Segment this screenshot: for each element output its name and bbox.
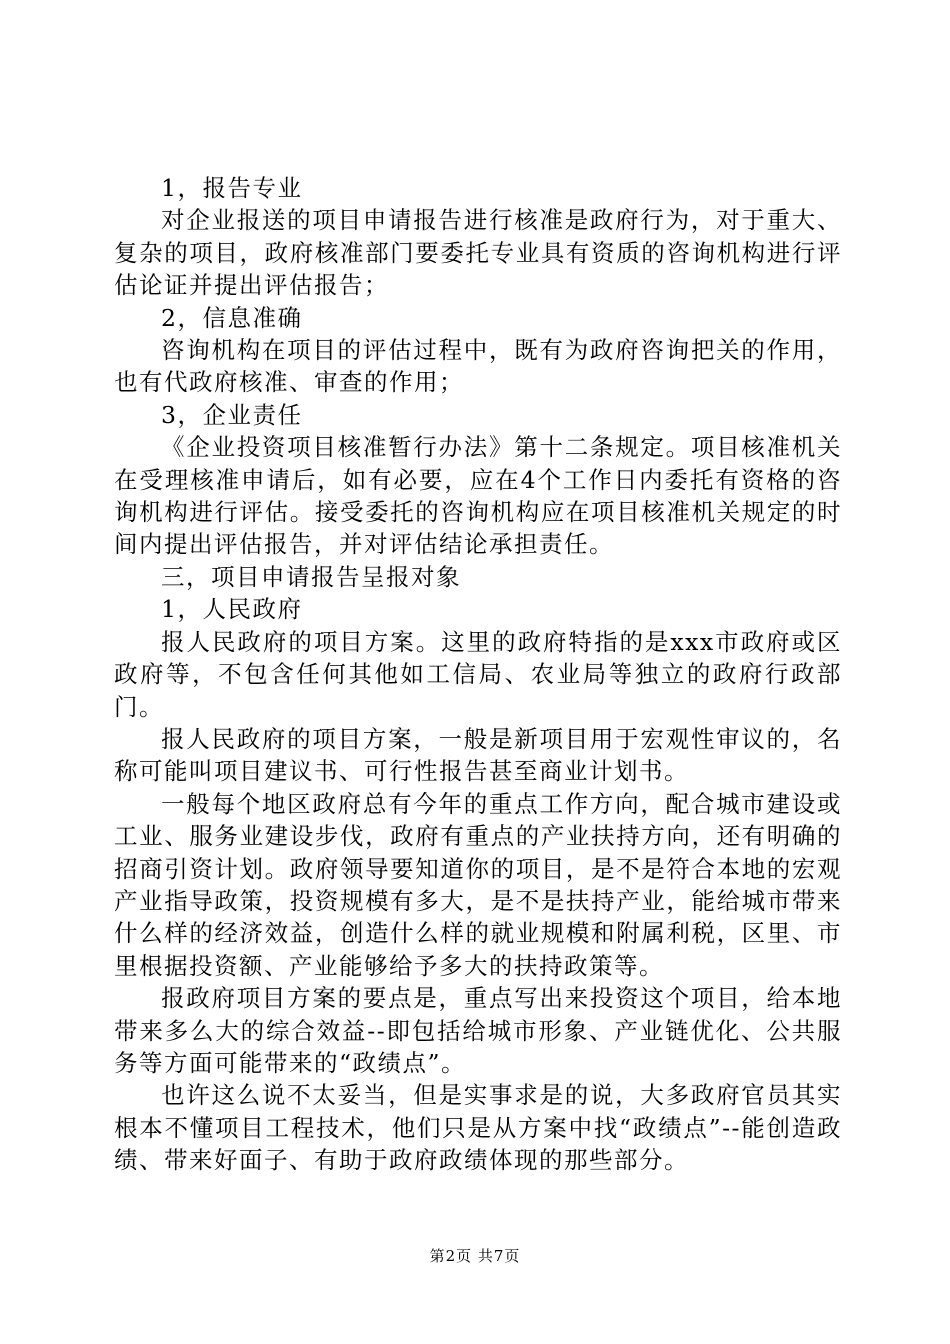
heading-report-professional: 1，报告专业 [161, 174, 303, 202]
paragraph-government-scope: 报人民政府的项目方案。这里的政府特指的是xxx市政府或区政府等，不包含任何其他如工信局、农业局等独立的政府行政部门。 [114, 627, 842, 721]
paragraph-key-points: 报政府项目方案的要点是，重点写出来投资这个项目，给本地带来多么大的综合效益--即包括给城市形象、产业链优化、公共服务等方面可能带来的“政绩点”。 [114, 984, 842, 1077]
paragraph-plan-naming: 报人民政府的项目方案，一般是新项目用于宏观性审议的，名称可能叫项目建议书、可行性报告甚至商业计划书。 [114, 724, 842, 786]
document-body [114, 172, 842, 1177]
heading-info-accurate: 2，信息准确 [161, 303, 303, 332]
heading-submission-targets: 三，项目申请报告呈报对象 [161, 562, 461, 591]
paragraph-officials-view: 也许这么说不太妥当，但是实事求是的说，大多政府官员其实根本不懂项目工程技术，他们只是从方案中找“政绩点”--能创造政绩、带来好面子、有助于政府政绩体现的那些部分。 [114, 1081, 842, 1175]
paragraph-enterprise-responsibility: 《企业投资项目核准暂行办法》第十二条规定。项目核准机关在受理核准申请后，如有必要，应在4个工作日内委托有资格的咨询机构进行评估。接受委托的咨询机构应在项目核准机关规定的时间内提出评估报告，并对评估结论承担责任。 [114, 433, 842, 559]
heading-peoples-government: 1，人民政府 [161, 595, 303, 624]
paragraph-government-priorities: 一般每个地区政府总有今年的重点工作方向，配合城市建设或工业、服务业建设步伐，政府有重点的产业扶持方向，还有明确的招商引资计划。政府领导要知道你的项目，是不是符合本地的宏观产业指导政策，投资规模有多大，是不是扶持产业，能给城市带来什么样的经济效益，创造什么样的就业规模和附属利税，区里、市里根据投资额、产业能够给予多大的扶持政策等。 [114, 789, 842, 980]
page-footer: 第2页 共7页 [429, 1247, 521, 1265]
paragraph-report-professional: 对企业报送的项目申请报告进行核准是政府行为，对于重大、复杂的项目，政府核准部门要委托专业具有资质的咨询机构进行评估论证并提出评估报告； [114, 206, 842, 300]
paragraph-info-accurate: 咨询机构在项目的评估过程中，既有为政府咨询把关的作用，也有代政府核准、审查的作用； [114, 336, 842, 397]
heading-enterprise-responsibility: 3，企业责任 [161, 400, 303, 429]
